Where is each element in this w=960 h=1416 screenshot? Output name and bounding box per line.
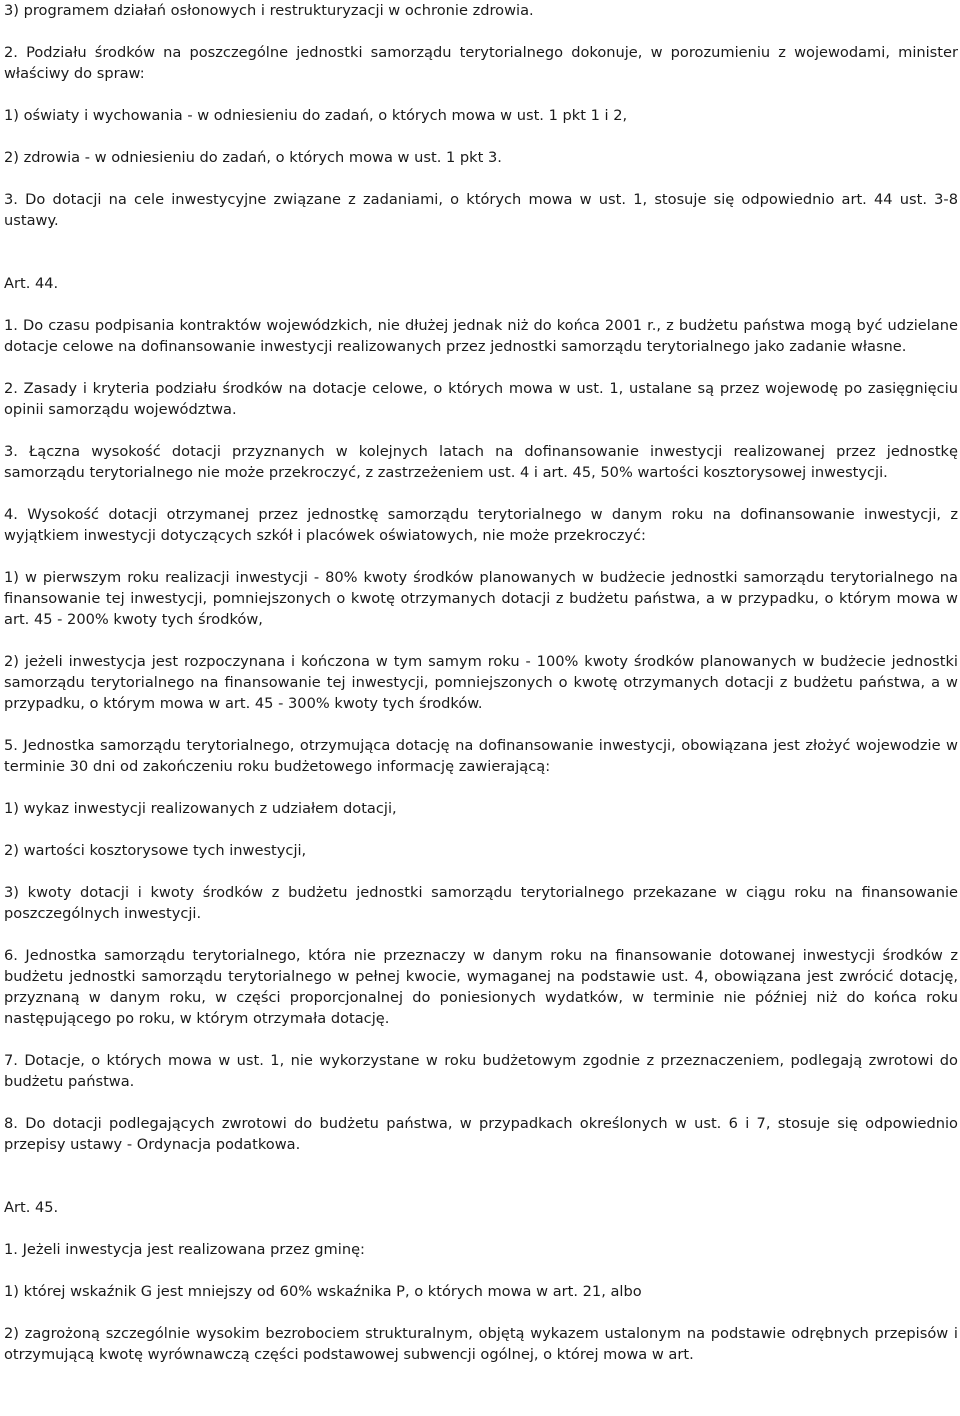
paragraph-art44-ust-1: 1. Do czasu podpisania kontraktów wojewódzkich, nie dłużej jednak niż do końca 2001 r., z budżetu państwa mogą być udzielane dotacje celowe na dofinansowanie inwestycji realizowanych przez jednostki samorządu terytorialnego jako zadanie własne.: [4, 317, 958, 355]
paragraph-art45-ust-1-pkt-2: 2) zagrożoną szczególnie wysokim bezrobociem strukturalnym, objętą wykazem ustalonym na podstawie odrębnych przepisów i otrzymującą kwotę wyrównawczą części podstawowej subwencji ogólnej, o której mowa w art.: [4, 1325, 958, 1363]
paragraph-art44-ust-5-pkt-1: 1) wykaz inwestycji realizowanych z udziałem dotacji,: [4, 800, 397, 817]
paragraph-art44-ust-4-pkt-2: 2) jeżeli inwestycja jest rozpoczynana i kończona w tym samym roku - 100% kwoty środków planowanych w budżecie jednostki samorządu terytorialnego na finansowanie tej inwestycji, pomniejszonych o kwotę otrzymanych dotacji z budżetu państwa, a w przypadku, o którym mowa w art. 45 - 300% kwoty tych środków.: [4, 653, 958, 712]
paragraph-art44-ust-3: 3. Łączna wysokość dotacji przyznanych w kolejnych latach na dofinansowanie inwestycji realizowanej przez jednostkę samorządu terytorialnego nie może przekroczyć, z zastrzeżeniem ust. 4 i art. 45, 50% wartości kosztorysowej inwestycji.: [4, 443, 958, 481]
paragraph-art44-ust-5-pkt-3: 3) kwoty dotacji i kwoty środków z budżetu jednostki samorządu terytorialnego przekazane w ciągu roku na finansowanie poszczególnych inwestycji.: [4, 884, 958, 922]
paragraph-art44-ust-5-pkt-2: 2) wartości kosztorysowe tych inwestycji,: [4, 842, 307, 859]
paragraph-art45-ust-1: 1. Jeżeli inwestycja jest realizowana przez gminę:: [4, 1241, 365, 1258]
paragraph-ust-3-dotacje-inwestycyjne: 3. Do dotacji na cele inwestycyjne związane z zadaniami, o których mowa w ust. 1, stosuje się odpowiednio art. 44 ust. 3-8 ustawy.: [4, 191, 958, 229]
paragraph-pkt-2-zdrowia: 2) zdrowia - w odniesieniu do zadań, o których mowa w ust. 1 pkt 3.: [4, 149, 502, 166]
paragraph-pkt-3-programem: 3) programem działań osłonowych i restrukturyzacji w ochronie zdrowia.: [4, 2, 534, 19]
paragraph-art44-ust-4-pkt-1: 1) w pierwszym roku realizacji inwestycji - 80% kwoty środków planowanych w budżecie jednostki samorządu terytorialnego na finansowanie tej inwestycji, pomniejszonych o kwotę otrzymanych dotacji z budżetu państwa, a w przypadku, o którym mowa w art. 45 - 200% kwoty tych środków,: [4, 569, 958, 628]
paragraph-art44-ust-4: 4. Wysokość dotacji otrzymanej przez jednostkę samorządu terytorialnego w danym roku na dofinansowanie inwestycji, z wyjątkiem inwestycji dotyczących szkół i placówek oświatowych, nie może przekroczyć:: [4, 506, 958, 544]
paragraph-art45-ust-1-pkt-1: 1) której wskaźnik G jest mniejszy od 60% wskaźnika P, o których mowa w art. 21, albo: [4, 1283, 642, 1300]
article-heading-44: Art. 44.: [4, 275, 59, 292]
paragraph-art44-ust-2: 2. Zasady i kryteria podziału środków na dotacje celowe, o których mowa w ust. 1, ustalane są przez wojewodę po zasięgnięciu opinii samorządu województwa.: [4, 380, 958, 418]
article-heading-45: Art. 45.: [4, 1199, 59, 1216]
paragraph-pkt-1-oswiaty: 1) oświaty i wychowania - w odniesieniu do zadań, o których mowa w ust. 1 pkt 1 i 2,: [4, 107, 628, 124]
paragraph-art44-ust-7: 7. Dotacje, o których mowa w ust. 1, nie wykorzystane w roku budżetowym zgodnie z przeznaczeniem, podlegają zwrotowi do budżetu państwa.: [4, 1052, 958, 1090]
paragraph-art44-ust-6: 6. Jednostka samorządu terytorialnego, która nie przeznaczy w danym roku na finansowanie dotowanej inwestycji środków z budżetu jednostki samorządu terytorialnego w pełnej kwocie, wymaganej na podstawie ust. 4, obowiązana jest zwrócić dotację, przyznaną w danym roku, w części proporcjonalnej do poniesionych wydatków, w terminie nie później niż do końca roku następującego po roku, w którym otrzymała dotację.: [4, 947, 958, 1027]
document-body: [4, 0, 958, 1386]
paragraph-art44-ust-5: 5. Jednostka samorządu terytorialnego, otrzymująca dotację na dofinansowanie inwestycji, obowiązana jest złożyć wojewodzie w terminie 30 dni od zakończeniu roku budżetowego informację zawierającą:: [4, 737, 958, 775]
paragraph-ust-2-podzial: 2. Podziału środków na poszczególne jednostki samorządu terytorialnego dokonuje, w porozumieniu z wojewodami, minister właściwy do spraw:: [4, 44, 958, 82]
paragraph-art44-ust-8: 8. Do dotacji podlegających zwrotowi do budżetu państwa, w przypadkach określonych w ust. 6 i 7, stosuje się odpowiednio przepisy ustawy - Ordynacja podatkowa.: [4, 1115, 958, 1153]
